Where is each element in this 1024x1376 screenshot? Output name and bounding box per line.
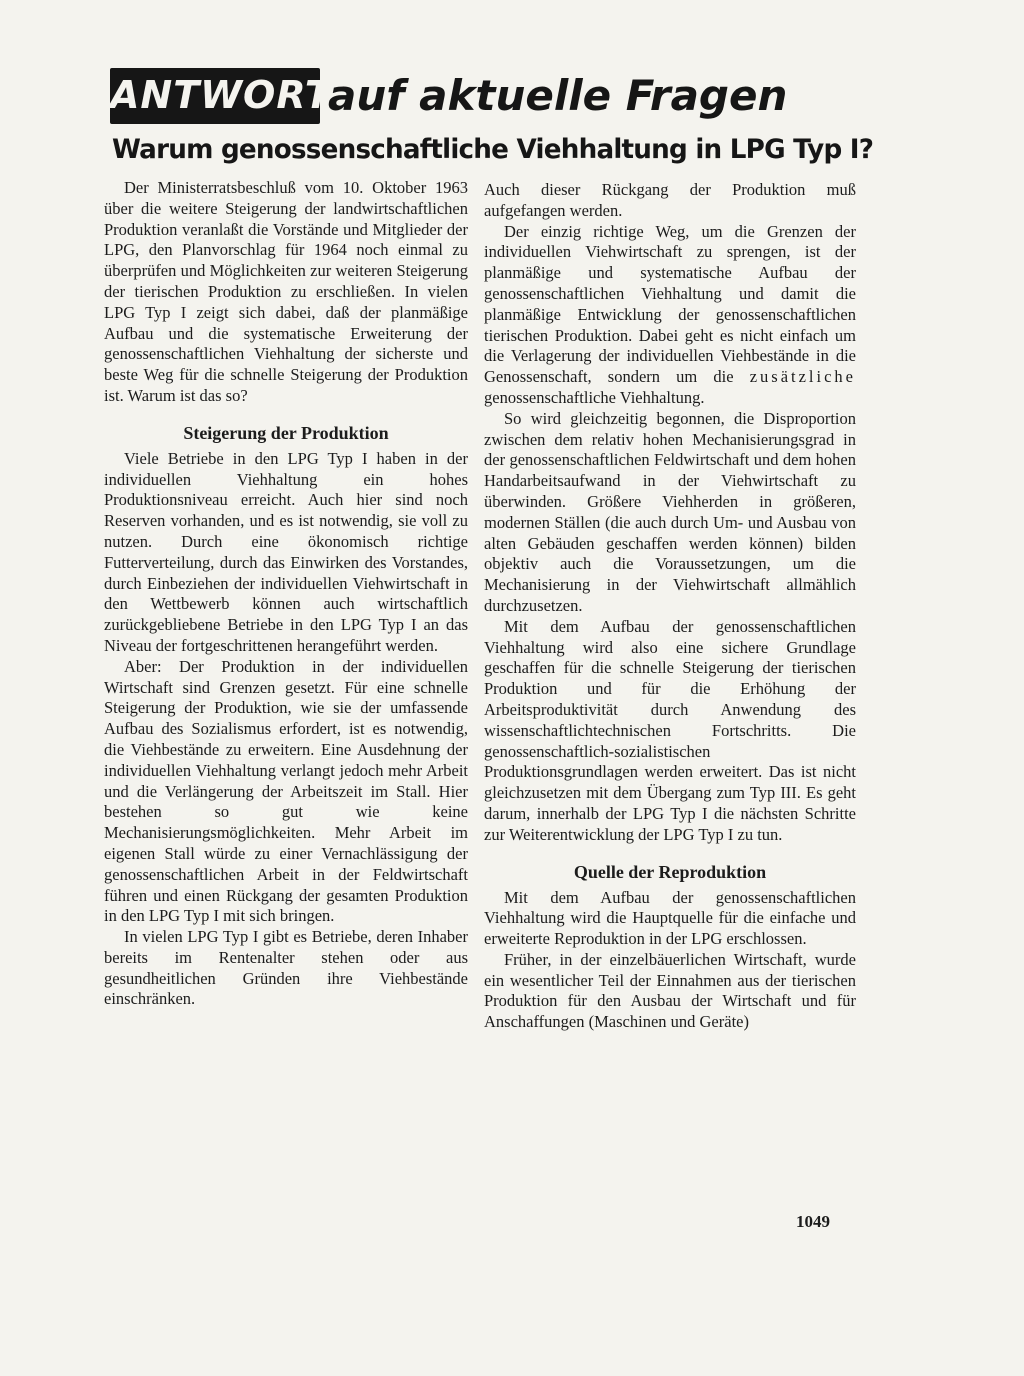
paragraph: Früher, in der einzelbäuerlichen Wirtschaft, wurde ein wesentlicher Teil der Einnahmen aus der tierischen Produktion für den Ausbau der Wirtschaft und für Anschaffungen (Maschinen und Geräte) [484, 949, 856, 1032]
section-heading-reproduction: Quelle der Reproduktion [573, 861, 767, 882]
paragraph [484, 222, 856, 409]
paragraph: Viele Betriebe in den LPG Typ I haben in der individuellen Viehhaltung ein hohes Produktionsniveau erreicht. Auch hier sind noch Reserven vorhanden, und es ist notwendig, sie voll zu nutzen. Durch eine ökonomisch richtige Futterverteilung, durch das Einwirken des Vorstandes, durch Einbeziehen der individuellen Viehwirtschaft in den Wettbewerb können auch wirtschaftlich zurückgebliebene Betriebe in den LPG Typ I an das Niveau der fortgeschrittenen herangeführt werden. [104, 448, 468, 655]
header-boxed-word: ANTWORT [110, 73, 332, 117]
article-header [110, 68, 910, 128]
paragraph: Aber: Der Produktion in der individuellen Wirtschaft sind Grenzen gesetzt. Für eine schnelle Steigerung der Produktion, wie sie der umfassende Aufbau des Sozialismus erfordert, ist es notwendig, die Viehbestände zu erweitern. Eine Ausdehnung der individuellen Viehhaltung verlangt jedoch mehr Arbeit und die Verlängerung der Arbeitszeit im Stall. Hier bestehen so gut wie keine Mechanisierungsmöglichkeiten. Mehr Arbeit im eigenen Stall würde zu einer Vernachlässigung der genossenschaftlichen Arbeit in der Feldwirtschaft führen und einen Rückgang der gesamten Produktion in den LPG Typ I mit sich bringen. [104, 656, 468, 926]
paragraph: Auch dieser Rückgang der Produktion muß aufgefangen werden. [484, 180, 856, 220]
paragraph: Mit dem Aufbau der genossenschaftlichen Viehhaltung wird die Hauptquelle für die einfache und erweiterte Reproduktion in der LPG erschlossen. [484, 887, 856, 949]
intro-paragraph: Der Ministerratsbeschluß vom 10. Oktober 1963 über die weitere Steigerung der landwirtschaftlichen Produktion veranlaßt die Vorstände und Mitglieder der LPG, den Planvorschlag für 1964 noch einmal zu überprüfen und Möglichkeiten zur weiteren Steigerung der tierischen Produktion zu erschließen. In vielen LPG Typ I zeigt sich dabei, daß der planmäßige Aufbau und die systematische Erweiterung der genossenschaftlichen Viehhaltung der sicherste und beste Weg für die schnelle Steigerung der Produktion ist. Warum ist das so? [104, 178, 468, 405]
article-subtitle: Warum genossenschaftliche Viehhaltung in LPG Typ I? [112, 134, 874, 165]
left-column [104, 178, 468, 1010]
section-heading-production: Steigerung der Produktion [183, 422, 389, 443]
header-rest-text: auf aktuelle Fragen [328, 71, 788, 120]
page-number: 1049 [796, 1212, 830, 1231]
paragraph: So wird gleichzeitig begonnen, die Disproportion zwischen dem relativ hohen Mechanisierungsgrad in der genossenschaftlichen Feldwirtschaft und dem hohen Handarbeitsaufwand in der Viehwirtschaft zu überwinden. Größere Viehherden in größeren, modernen Ställen (die auch durch Um- und Ausbau von alten Gebäuden geschaffen werden können) bilden objektiv auch die Voraussetzungen, um die Mechanisierung in der Viehwirtschaft allmählich durchzusetzen. [484, 408, 856, 615]
paragraph: Mit dem Aufbau der genossenschaftlichen Viehhaltung wird also eine sichere Grundlage geschaffen für die schnelle Steigerung der tierischen Produktion und für die Erhöhung der Arbeitsproduktivität durch Anwendung des wissenschaftlichtechnischen Fortschritts. Die genossenschaftlich-sozialistischen Produktionsgrundlagen werden erweitert. Das ist nicht gleichzusetzen mit dem Übergang zum Typ III. Es geht darum, innerhalb der LPG Typ I die nächsten Schritte zur Weiterentwicklung der LPG Typ I zu tun. [484, 616, 856, 844]
spaced-emphasis: zusätzliche [749, 367, 856, 387]
text-run: genossenschaftliche Viehhaltung. [484, 387, 705, 407]
paragraph: In vielen LPG Typ I gibt es Betriebe, deren Inhaber bereits im Rentenalter stehen oder aus gesundheitlichen Gründen ihre Viehbestände einschränken. [104, 927, 468, 1009]
header-black-box [110, 68, 332, 124]
text-run: Der einzig richtige Weg, um die Grenzen der individuellen Viehwirtschaft zu sprengen, ist der planmäßige und systematische Aufbau der genossenschaftlichen Viehhaltung und damit die planmäßige Entwicklung der genossenschaftlichen tierischen Produktion. Dabei geht es nicht einfach um die Verlagerung der individuellen Viehbestände in die Genossenschaft, sondern um die [484, 221, 856, 387]
right-column [484, 180, 856, 1033]
